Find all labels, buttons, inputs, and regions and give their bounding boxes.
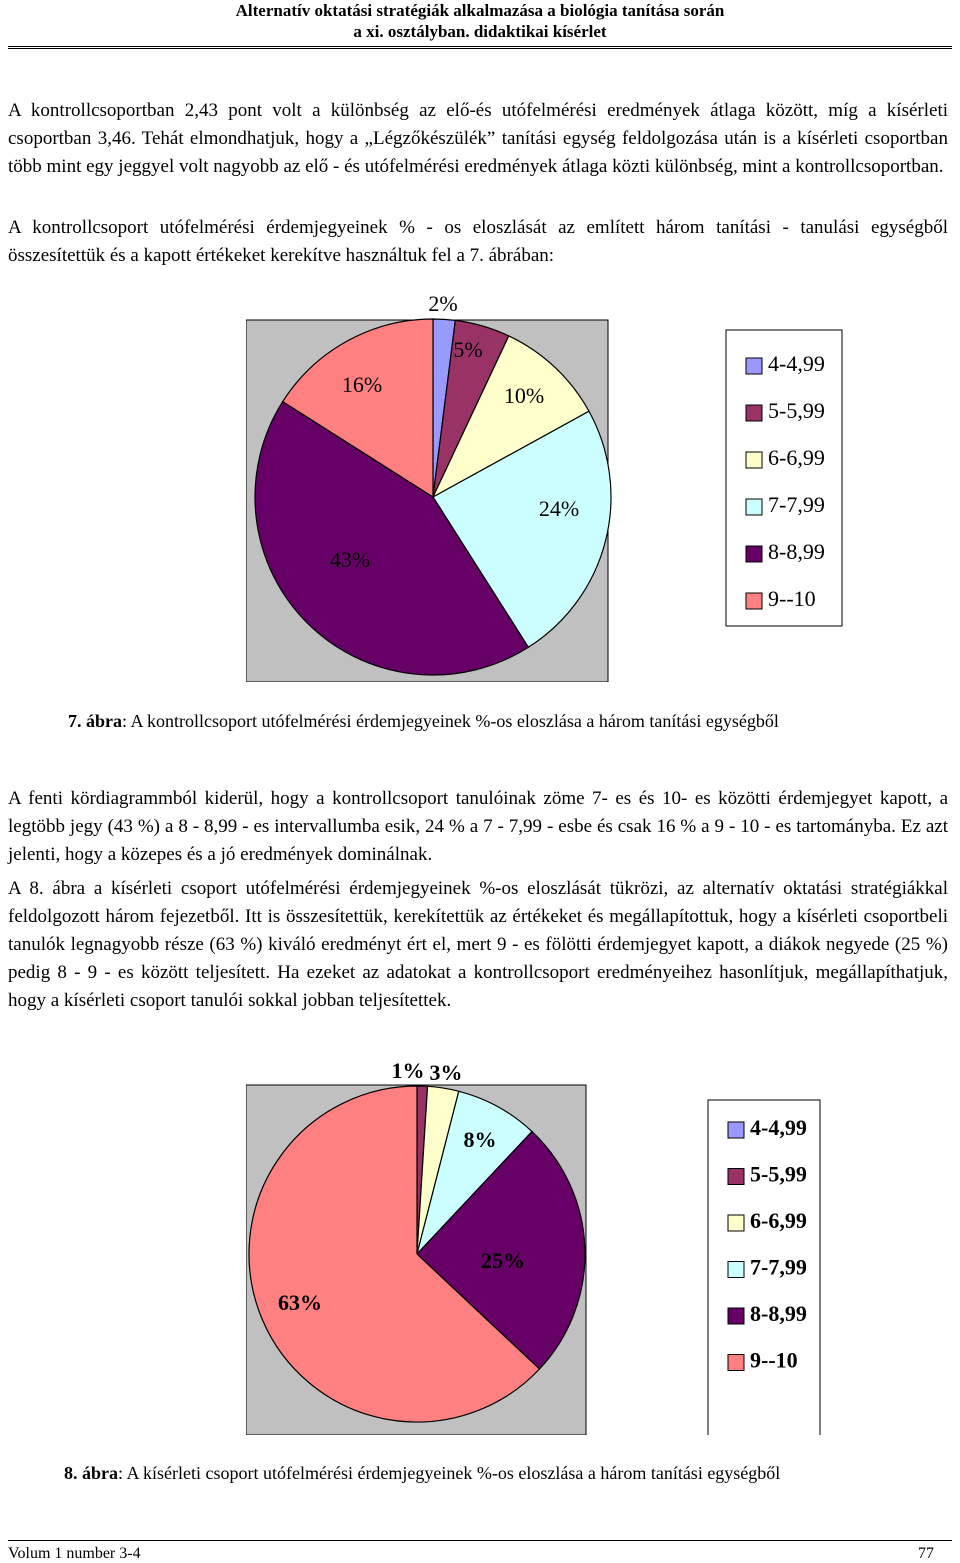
data-label: 16% bbox=[341, 372, 383, 398]
running-header bbox=[0, 0, 960, 42]
caption-figure-7 bbox=[68, 710, 779, 732]
legend-label: 6-6,99 bbox=[750, 1208, 807, 1234]
pie-chart-experimental-group bbox=[246, 1055, 846, 1435]
legend-swatch bbox=[728, 1262, 744, 1278]
legend-swatch bbox=[746, 593, 762, 609]
paragraph-1: A kontrollcsoportban 2,43 pont volt a különbség az elő-és utófelmérési eredmények átlaga között, míg a kísérleti csoportban 3,46. Tehát elmondhatjuk, hogy a „Légzőkészülék” tanítási egység feldolgozása után is a kísérleti csoportban több mint egy jeggyel volt nagyobb az elő - és utófelmérési eredmények átlaga közti különbség, mint a kontrollcsoportban. bbox=[8, 100, 948, 177]
paragraph-3: A fenti kördiagrammból kiderül, hogy a kontrollcsoport tanulóinak zöme 7- es és 10- es közötti érdemjegyet kapott, a legtöbb jegy (43 %) a 8 - 8,99 - es intervallumba esik, 24 % a 7 - 7,99 - esbe és csak 16 % a 9 - 10 - es tartományba. Ez azt jelenti, hogy a közepes és a jó eredmények dominálnak. bbox=[8, 788, 948, 865]
legend-swatch bbox=[728, 1308, 744, 1324]
caption-figure-8-text: : A kísérleti csoport utófelmérési érdemjegyeinek %-os eloszlása a három tanítási egységből bbox=[118, 1463, 781, 1483]
caption-figure-7-number: 7. ábra bbox=[68, 711, 122, 731]
legend-swatch bbox=[728, 1122, 744, 1138]
legend-label: 7-7,99 bbox=[768, 492, 825, 518]
legend-swatch bbox=[728, 1169, 744, 1185]
legend-label: 4-4,99 bbox=[750, 1115, 807, 1141]
header-line-1: Alternatív oktatási stratégiák alkalmazása a biológia tanítása során bbox=[235, 1, 725, 20]
header-line-2: a xi. osztályban. didaktikai kísérlet bbox=[353, 22, 607, 41]
data-label: 1% bbox=[391, 1058, 425, 1084]
legend-label: 8-8,99 bbox=[750, 1301, 807, 1327]
data-label: 43% bbox=[329, 547, 371, 573]
data-label: 63% bbox=[278, 1290, 322, 1316]
header-rule bbox=[8, 46, 952, 49]
legend-label: 8-8,99 bbox=[768, 539, 825, 565]
legend-swatch bbox=[746, 546, 762, 562]
legend-swatch bbox=[746, 499, 762, 515]
legend-swatch bbox=[746, 358, 762, 374]
legend-label: 4-4,99 bbox=[768, 351, 825, 377]
legend-swatch bbox=[728, 1355, 744, 1371]
legend-label: 6-6,99 bbox=[768, 445, 825, 471]
figure-7 bbox=[246, 290, 846, 687]
figure-8 bbox=[246, 1055, 846, 1440]
footer-page-number: 77 bbox=[918, 1545, 934, 1562]
paragraph-4: A 8. ábra a kísérleti csoport utófelmérési érdemjegyeinek %-os eloszlását tükrözi, az alternatív oktatási stratégiákkal feldolgozott három fejezetből. Itt is összesítettük, kerekítettük az értékeket és megállapítottuk, hogy a kísérleti csoportbeli tanulók legnagyobb része (63 %) kiváló eredményt ért el, mert 9 - es fölötti érdemjegyet kapott, a diákok negyede (25 %) pedig 8 - 9 - es között teljesített. Ha ezeket az adatokat a kontrollcsoport eredményeihez hasonlítjuk, megállapíthatjuk, hogy a kísérleti csoport tanulói sokkal jobban teljesítettek. bbox=[8, 878, 948, 1011]
legend-swatch bbox=[746, 405, 762, 421]
legend-label: 9--10 bbox=[750, 1347, 798, 1373]
data-label: 5% bbox=[453, 337, 483, 363]
data-label: 25% bbox=[481, 1248, 525, 1274]
footer-rule bbox=[8, 1540, 952, 1541]
paragraph-2: A kontrollcsoport utófelmérési érdemjegyeinek % - os eloszlását az említett három tanítási - tanulási egységből összesítettük és a kapott értékeket kerekítve használtuk fel a 7. ábrában: bbox=[8, 217, 948, 266]
legend-label: 5-5,99 bbox=[768, 398, 825, 424]
data-label: 10% bbox=[503, 383, 545, 409]
caption-figure-8 bbox=[64, 1462, 780, 1484]
legend-swatch bbox=[746, 452, 762, 468]
legend-label: 5-5,99 bbox=[750, 1161, 807, 1187]
footer-volume: Volum 1 number 3-4 bbox=[8, 1545, 141, 1562]
data-label: 24% bbox=[538, 496, 580, 522]
legend-label: 7-7,99 bbox=[750, 1254, 807, 1280]
legend-label: 9--10 bbox=[768, 586, 816, 612]
data-label: 2% bbox=[428, 291, 458, 317]
data-label: 8% bbox=[463, 1127, 497, 1153]
legend-swatch bbox=[728, 1215, 744, 1231]
data-label: 3% bbox=[429, 1060, 463, 1086]
caption-figure-7-text: : A kontrollcsoport utófelmérési érdemjegyeinek %-os eloszlása a három tanítási egységből bbox=[122, 711, 779, 731]
pie-chart-control-group bbox=[246, 290, 846, 682]
caption-figure-8-number: 8. ábra bbox=[64, 1463, 118, 1483]
